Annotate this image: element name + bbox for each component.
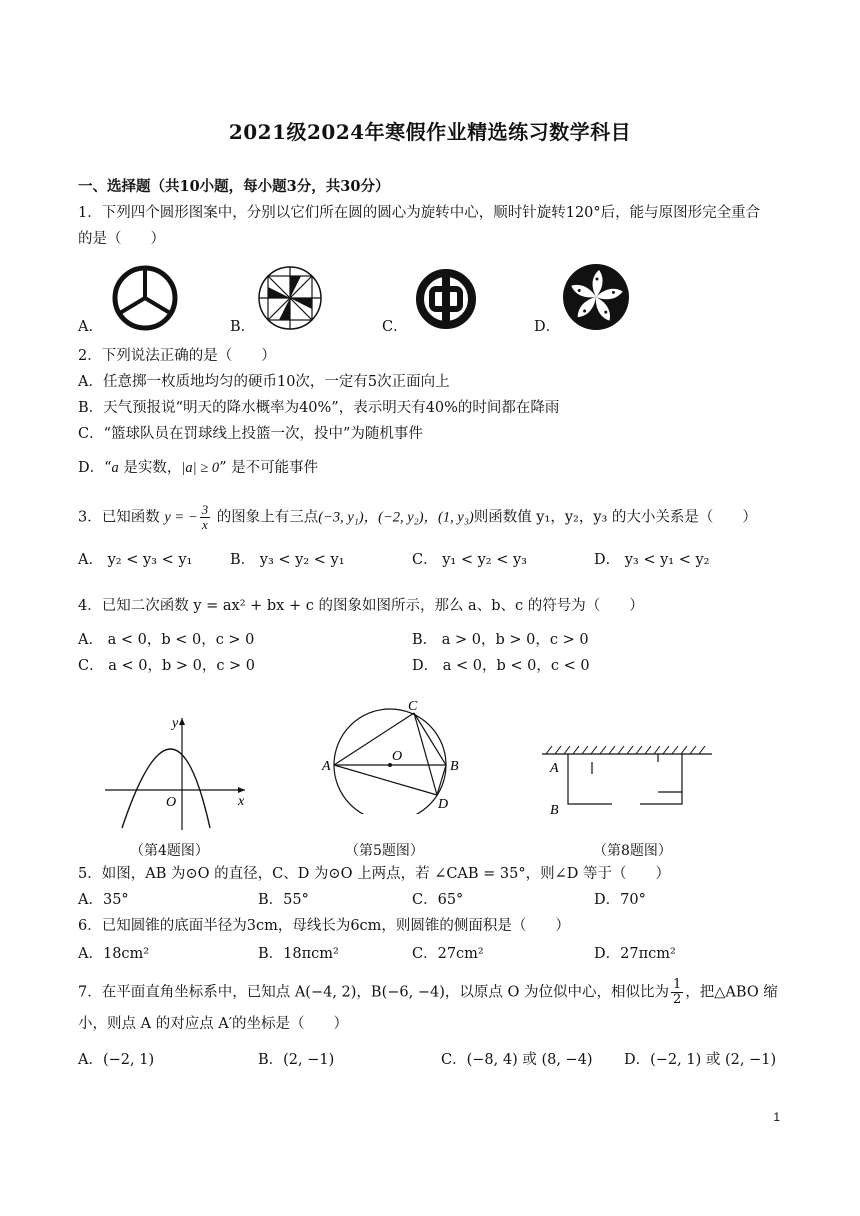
q5-stem: 5．如图，AB 为⊙O 的直径，C、D 为⊙O 上两点，若 ∠CAB = 35°，则∠D 等于（ ）: [78, 866, 671, 882]
q3-option-a: A． y₂ < y₃ < y₁: [78, 552, 193, 568]
q5-option-a: A．35°: [78, 892, 129, 908]
q4-option-c: C． a < 0，b > 0，c > 0: [78, 658, 256, 674]
q7-ratio-fraction: $\frac{1}{2}$: [672, 977, 682, 1007]
q1-option-a-label: A．: [78, 319, 103, 335]
section-heading: 一、选择题（共10小题，每小题3分，共30分）: [78, 178, 390, 195]
bank-of-china-logo-icon: [413, 266, 479, 332]
q1-option-b-label: B．: [230, 319, 256, 335]
three-spoke-emblem-icon: [110, 263, 180, 333]
q5-option-d: D．70°: [594, 892, 646, 908]
point-a-label: A: [550, 761, 559, 776]
q4-option-a: A． a < 0，b < 0，c > 0: [78, 632, 255, 648]
point-b-label: B: [450, 759, 459, 774]
origin-label: O: [166, 795, 177, 810]
figure-5-caption: （第5题图）: [345, 843, 424, 859]
q2-stem: 2．下列说法正确的是（ ）: [78, 348, 276, 364]
q3-fraction: $\frac{3}{x}$: [201, 502, 209, 532]
q2-option-b: B．天气预报说“明天的降水概率为40%”，表示明天有40%的时间都在降雨: [78, 400, 560, 416]
q3-option-c: C． y₁ < y₂ < y₃: [412, 552, 527, 568]
q1-option-d-label: D．: [534, 319, 561, 335]
figure-8-caption: （第8题图）: [593, 843, 672, 859]
q6-option-a: A．18cm²: [78, 946, 150, 962]
q5-option-b: B．55°: [258, 892, 309, 908]
q7-stem-line1: 7．在平面直角坐标系中，已知点 A(−4, 2)，B(−6, −4)，以原点 O 为位似中心，相似比为 $\frac{1}{2}$ ，把△ABO 缩: [78, 977, 778, 1007]
q4-option-d: D． a < 0，b < 0，c < 0: [412, 658, 590, 674]
q1-option-c-label: C．: [382, 319, 408, 335]
q6-option-d: D．27πcm²: [594, 946, 676, 962]
figure-5-circle: [318, 696, 468, 814]
point-b-label: B: [550, 803, 559, 818]
point-c-label: C: [408, 699, 418, 714]
figure-4-parabola: [100, 710, 260, 835]
point-a-label: A: [322, 759, 331, 774]
q7-option-c: C．(−8, 4) 或 (8, −4): [441, 1052, 593, 1068]
q7-stem-line2: 小，则点 A 的对应点 A′的坐标是（ ）: [78, 1016, 349, 1032]
bauhinia-flower-icon: [561, 262, 631, 332]
q7-option-d: D．(−2, 1) 或 (2, −1): [624, 1052, 777, 1068]
page-title: 2021级2024年寒假作业精选练习数学科目: [228, 120, 632, 144]
point-d-label: D: [438, 797, 449, 812]
q2-option-d: D．“a 是实数，|a| ≥ 0” 是不可能事件: [78, 460, 319, 476]
parabola-curve: [122, 749, 210, 828]
x-axis-label: x: [238, 794, 245, 809]
q6-option-b: B．18πcm²: [258, 946, 339, 962]
figure-4-caption: （第4题图）: [130, 843, 209, 859]
page-number: 1: [773, 1110, 780, 1124]
q3-option-b: B． y₃ < y₂ < y₁: [230, 552, 345, 568]
q4-option-b: B． a > 0，b > 0，c > 0: [412, 632, 589, 648]
q5-option-c: C．65°: [412, 892, 464, 908]
y-axis-label: y: [172, 716, 179, 731]
q3-stem: 3．已知函数 y = − $\frac{3}{x}$ 的图象上有三点(−3, y₁)，(−2, y₂)，(1, y₃)则函数值 y₁，y₂，y₃ 的大小关系是（ ）: [78, 502, 757, 532]
figure-8-pulley: [540, 740, 715, 820]
pinwheel-icon: [255, 263, 325, 333]
q1-stem-line2: 的是（ ）: [78, 231, 165, 247]
q2-option-a: A．任意掷一枚质地均匀的硬币10次，一定有5次正面向上: [78, 374, 450, 390]
q1-stem-line1: 1．下列四个圆形图案中，分别以它们所在圆的圆心为旋转中心，顺时针旋转120°后，能与原图形完全重合: [78, 205, 761, 221]
q6-stem: 6．已知圆锥的底面半径为3cm，母线长为6cm，则圆锥的侧面积是（ ）: [78, 918, 570, 934]
q6-option-c: C．27cm²: [412, 946, 484, 962]
q4-stem: 4．已知二次函数 y = ax² + bx + c 的图象如图所示，那么 a、b、c 的符号为（ ）: [78, 598, 644, 614]
q2-option-c: C．“篮球队员在罚球线上投篮一次，投中”为随机事件: [78, 426, 423, 442]
q7-option-a: A．(−2, 1): [78, 1052, 155, 1068]
center-o-label: O: [392, 749, 403, 764]
q7-option-b: B．(2, −1): [258, 1052, 335, 1068]
q3-option-d: D． y₃ < y₁ < y₂: [594, 552, 710, 568]
